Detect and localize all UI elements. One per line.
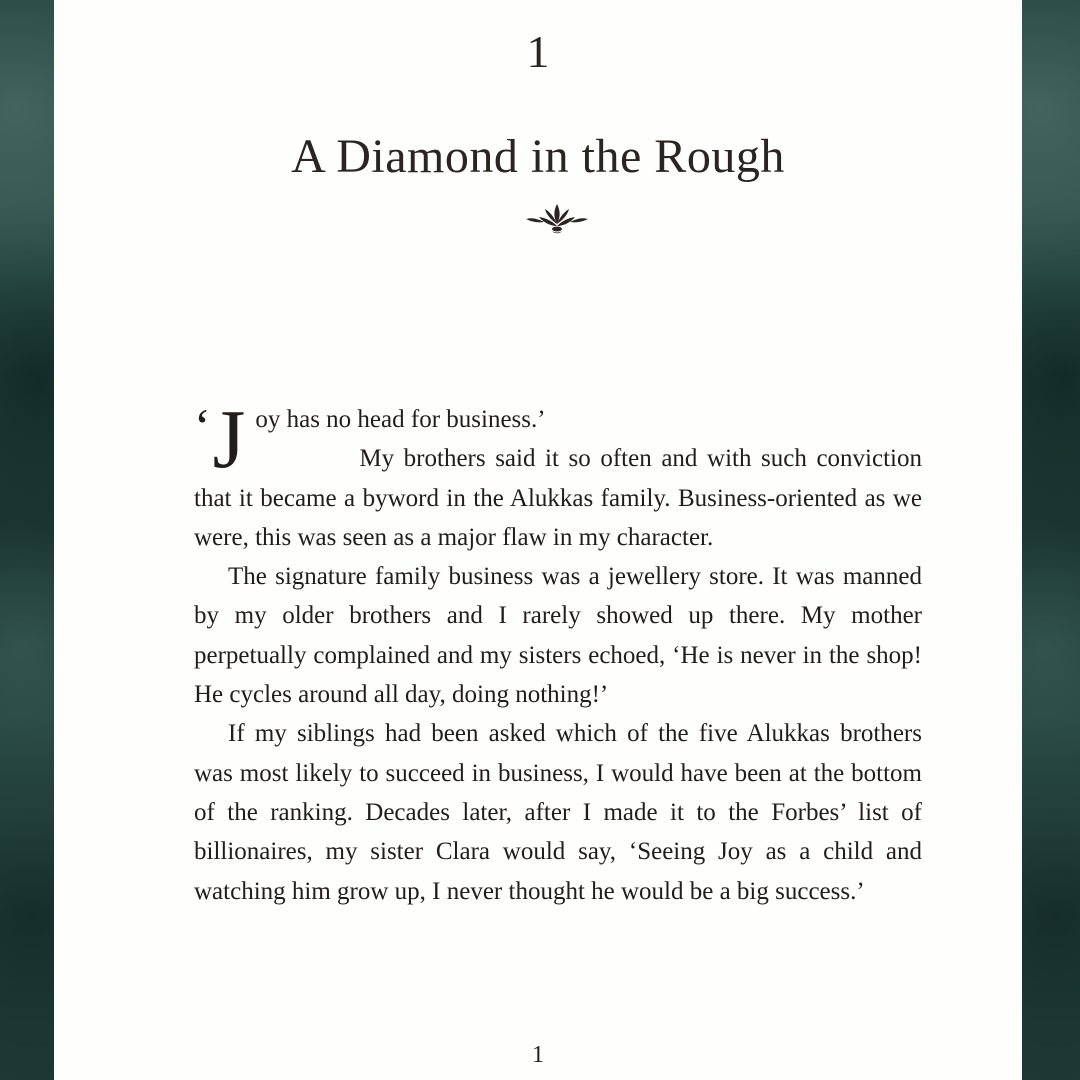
marble-background-left (0, 0, 54, 1080)
chapter-body (194, 393, 922, 911)
opening-paragraph (194, 393, 922, 486)
paragraph: My brothers said it so often and with such conviction that it became a byword in the Alukkas family. Business-oriented as we were, this was seen as a major flaw in my character. (194, 445, 922, 551)
marble-background-right (1022, 0, 1080, 1080)
book-page (54, 0, 1022, 1080)
drop-cap-letter: J (212, 393, 246, 486)
paragraph: The signature family business was a jewellery store. It was manned by my older brothers and I rarely showed up there. My mother perpetually complained and my sisters echoed, ‘He is never in the shop! He cycles around all day, doing nothing!’ (194, 563, 922, 709)
chapter-number: 1 (526, 26, 550, 77)
drop-cap-quote: ‘ (194, 398, 211, 454)
paragraph-text: oy has no head for business.’ (255, 406, 546, 433)
paragraph: If my siblings had been asked which of the five Alukkas brothers was most likely to succeed in business, I would have been at the bottom of the ranking. Decades later, after I made it to the Forbes’ list of billionaires, my sister Clara would say, ‘Seeing Joy as a child and watching him grow up, I never thought he would be a big success.’ (194, 720, 922, 905)
chapter-title: A Diamond in the Rough (291, 130, 785, 183)
lotus-flourish-icon (524, 200, 590, 236)
page-number: 1 (532, 1042, 544, 1068)
